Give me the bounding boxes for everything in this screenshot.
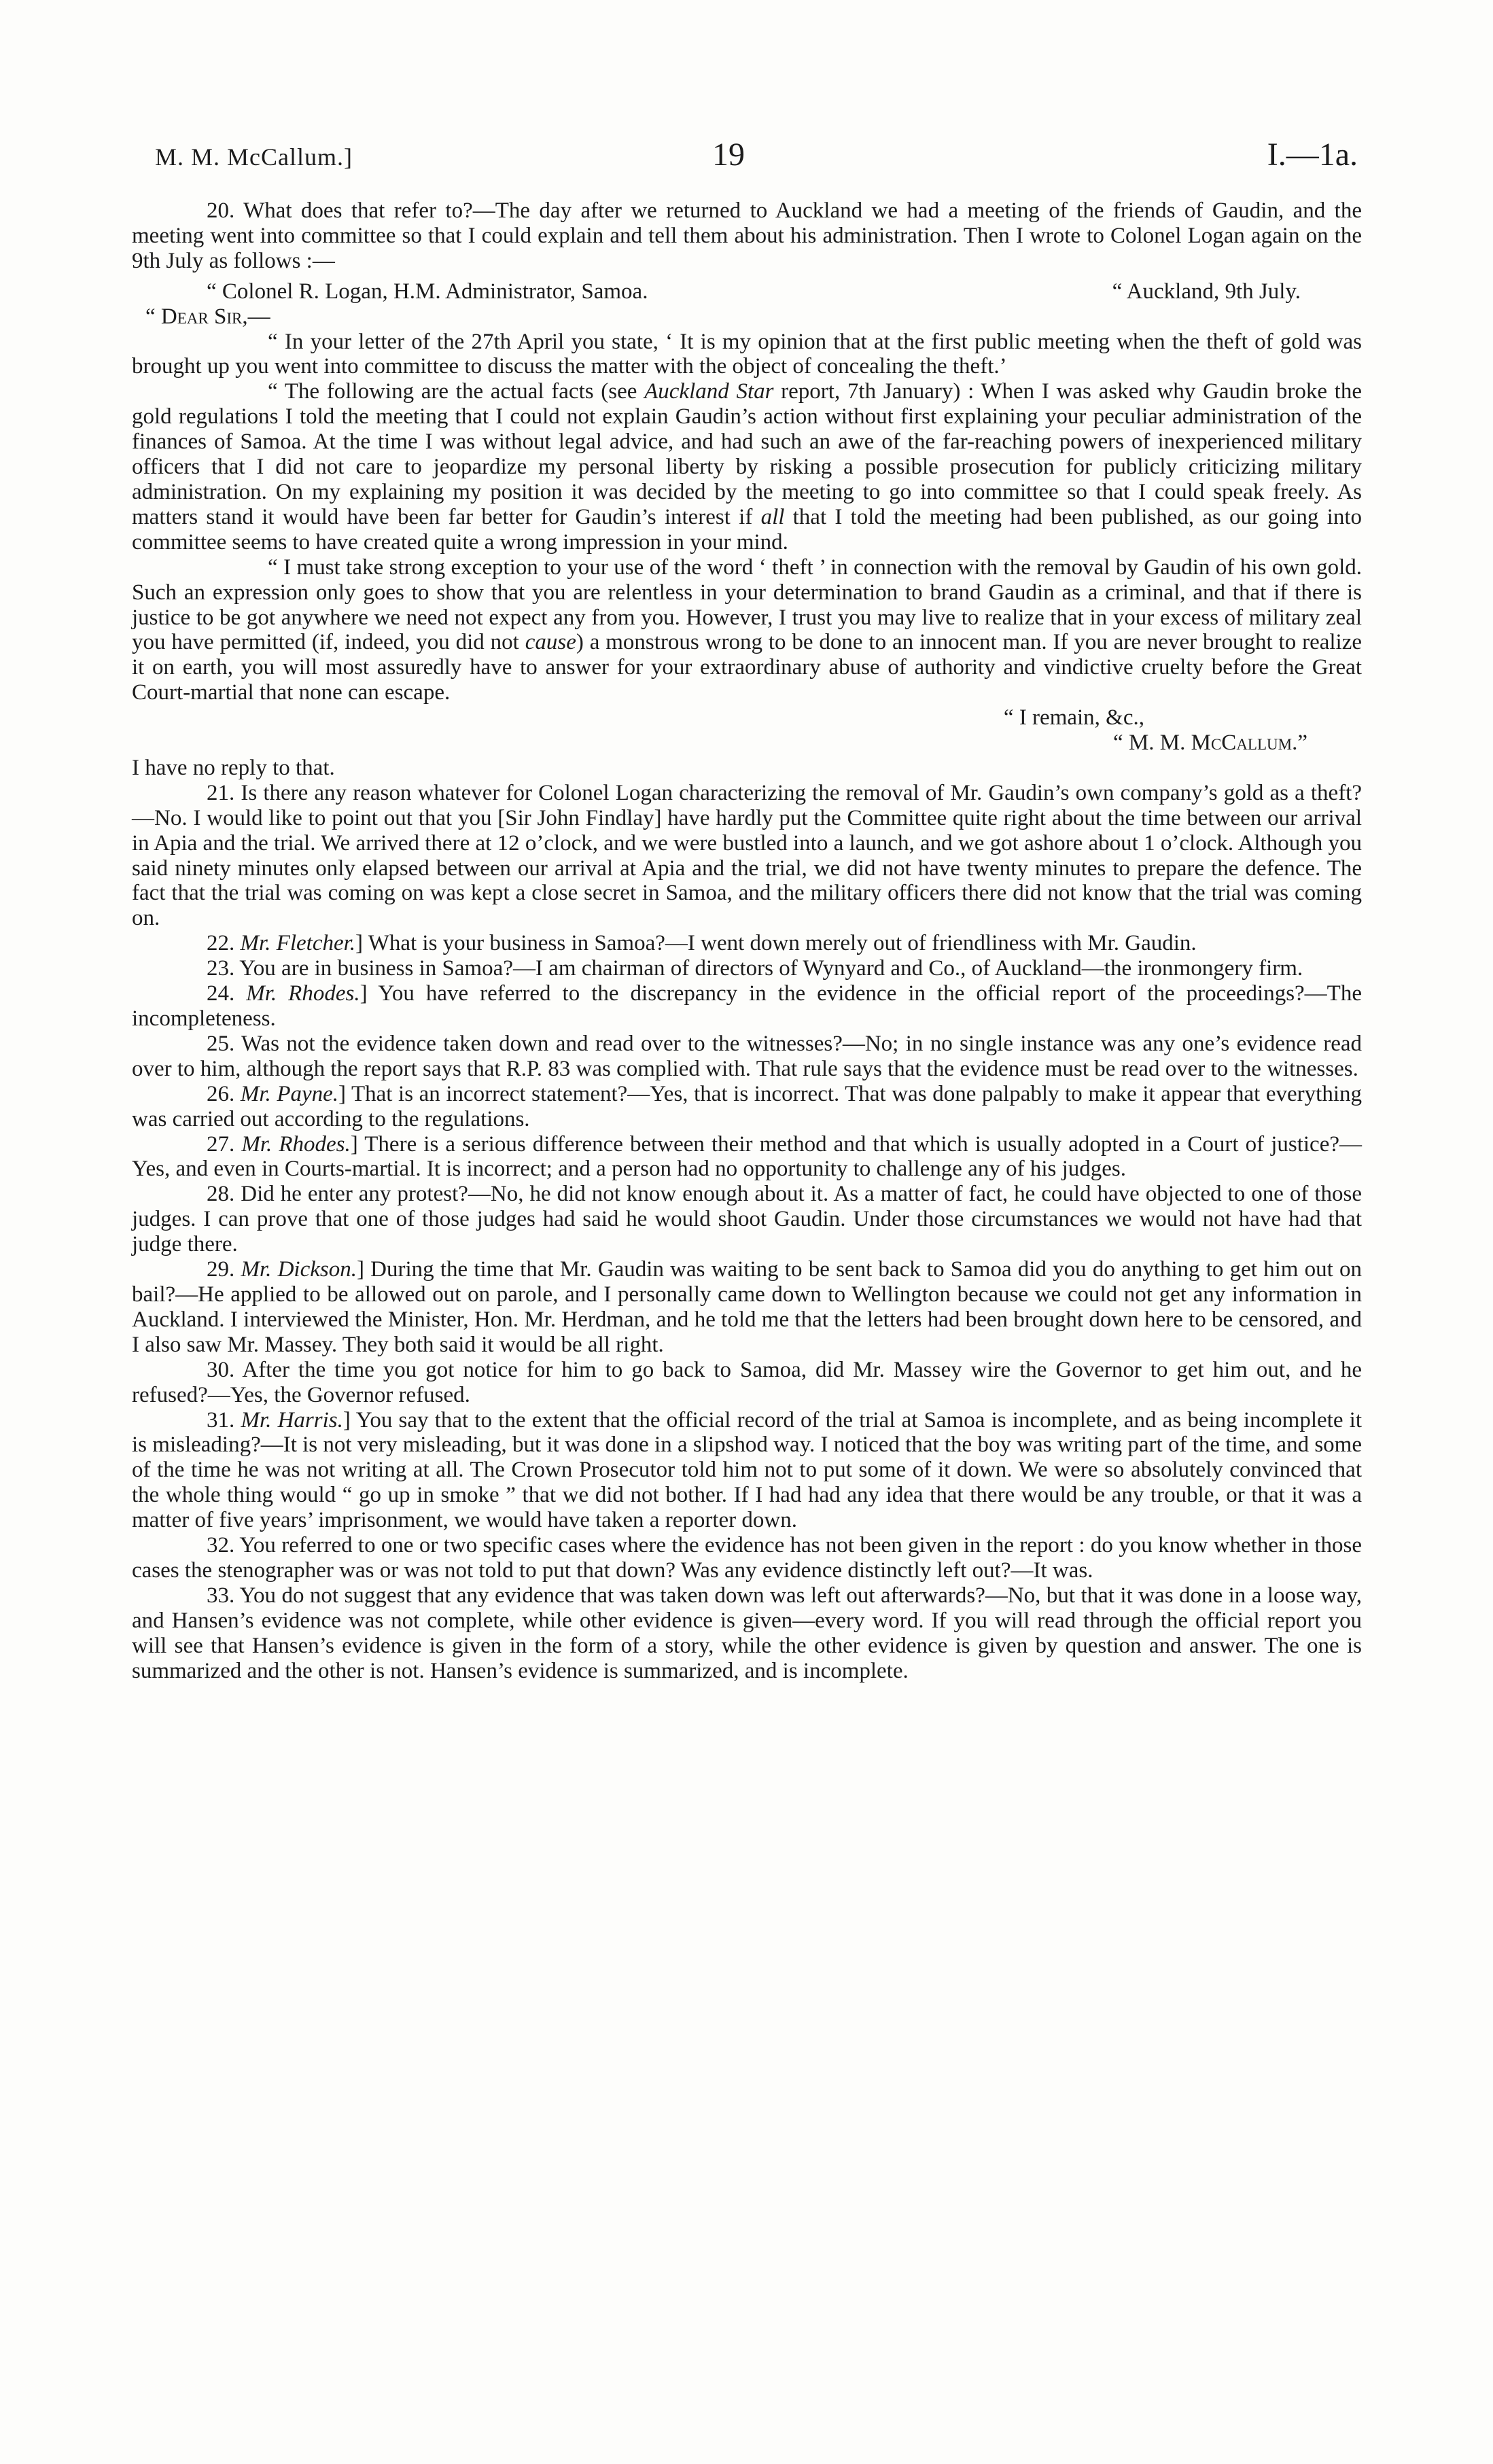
letter-addressee: “ Colonel R. Logan, H.M. Administrator, Samoa. (207, 279, 648, 304)
letter-paragraph-3 (132, 555, 1362, 705)
speaker-name: Mr. Fletcher. (240, 931, 356, 956)
paragraph-q22 (132, 931, 1362, 956)
paragraph-q31 (132, 1408, 1362, 1534)
letter-p2-text-a: “ The following are the actual facts (see (268, 379, 645, 404)
witness-name-header: M. M. McCallum.] (155, 143, 353, 171)
paragraph-q20: 20. What does that refer to?—The day after we returned to Auckland we had a meeting of the friends of Gaudin, and the meeting went into committee so that I could explain and tell them about his administration. Then I wrote to Colonel Logan again on the 9th July as follows :— (132, 198, 1362, 273)
question-number: 29. (207, 1257, 235, 1282)
question-text: ] There is a serious difference between their method and that which is usually adopted in a Court of justice?—Yes, and even in Courts-martial. It is incorrect; and a person had no opportunity to challenge any of his judges. (132, 1131, 1362, 1182)
question-number: 24. (207, 981, 235, 1006)
letter-block (132, 279, 1362, 756)
question-text: ] What is your business in Samoa?—I went down merely out of friendliness with Mr. Gaudin. (355, 931, 1197, 956)
letter-p2-text-c: that I told the meeting had been published, as our going into committee seems to have created quite a wrong impression in your mind. (132, 504, 1362, 555)
speaker-name: Mr. Rhodes. (246, 981, 360, 1006)
newspaper-title: Auckland Star (644, 379, 774, 404)
question-text: ] During the time that Mr. Gaudin was waiting to be sent back to Samoa did you do anything to get him out on bail?—He applied to be allowed out on parole, and I personally came down to Wellington because we could not get any information in Auckland. I interviewed the Minister, Hon. Mr. Herdman, and he told me that the letters had been brought down here to be censored, and I also saw Mr. Massey. They both said it would be all right. (132, 1257, 1363, 1357)
question-number: 22. (207, 931, 235, 956)
paragraph-q30: 30. After the time you got notice for him to go back to Samoa, did Mr. Massey wire the Governor to get him out, and he refused?—Yes, the Governor refused. (132, 1357, 1362, 1407)
question-number: 27. (207, 1131, 235, 1157)
letter-paragraph-1: “ In your letter of the 27th April you state, ‘ It is my opinion that at the first public meeting when the theft of gold was brought up you went into committee to discuss the matter with the object of concealing the theft.’ (132, 329, 1362, 379)
paragraph-q25: 25. Was not the evidence taken down and read over to the witnesses?—No; in no single instance was any one’s evidence read over to him, although the report says that R.P. 83 was complied with. That rule says that the evidence must be read over to the witnesses. (132, 1031, 1362, 1081)
letter-heading (132, 279, 1362, 304)
paragraph-q33: 33. You do not suggest that any evidence that was taken down was left out afterwards?—No, but that it was done in a loose way, and Hansen’s evidence was not complete, while other evidence is given—every word. If you will read through the official report you will see that Hansen’s evidence is given in the form of a story, while the other evidence is given by question and answer. The one is summarized and the other is not. Hansen’s evidence is summarized, and is incomplete. (132, 1583, 1362, 1683)
letter-p3-text-b: ) a monstrous wrong to be done to an innocent man. If you are never brought to realize it on earth, you will most assuredly have to answer for your extraordinary abuse of authority and vindictive cruelty before the Great Court-martial that none can escape. (132, 630, 1362, 705)
page-number: 19 (712, 137, 745, 173)
question-number: 31. (207, 1407, 235, 1432)
emphasis-all: all (760, 504, 785, 529)
speaker-name: Mr. Harris. (241, 1407, 343, 1432)
letter-place-date: “ Auckland, 9th July. (1112, 279, 1301, 304)
document-body (132, 198, 1362, 1683)
letter-p3-text-a: “ I must take strong exception to your use of the word ‘ theft ’ in connection with the removal by Gaudin of his own gold. Such an expression only goes to show that you are relentless in your determination to brand Gaudin as a criminal, and that if there is justice to be got anywhere we need not expect any from you. However, I trust you may live to realize that in your excess of military zeal you have permitted (if, indeed, you did not (132, 555, 1362, 655)
question-number: 26. (207, 1081, 235, 1106)
paragraph-q26 (132, 1082, 1362, 1132)
letter-salutation: “ Dear Sir,— (145, 304, 270, 329)
letter-closing: “ I remain, &c., (1003, 705, 1144, 731)
paper-reference: I.—1a. (1267, 137, 1358, 173)
paragraph-q21: 21. Is there any reason whatever for Colonel Logan characterizing the removal of Mr. Gaudin’s own company’s gold as a theft?—No. I would like to point out that you [Sir John Findlay] have hardly put the Committee quite right about the time between our arrival in Apia and the trial. We arrived there at 12 o’clock, and we were bustled into a launch, and we got ashore about 1 o’clock. Although you said ninety minutes only elapsed between our arrival at Apia and the trial, we did not have twenty minutes to prepare the defence. The fact that the trial was coming on was kept a close secret in Samoa, and the military officers there did not know that the trial was coming on. (132, 780, 1362, 931)
letter-paragraph-2 (132, 379, 1362, 555)
question-text: ] You have referred to the discrepancy in the evidence in the official report of the proceedings?—The incompleteness. (132, 981, 1362, 1031)
speaker-name: Mr. Payne. (240, 1081, 339, 1106)
paragraph-q23: 23. You are in business in Samoa?—I am chairman of directors of Wynyard and Co., of Auckland—the ironmongery firm. (207, 956, 1303, 981)
letter-signature: “ M. M. McCallum.” (1113, 731, 1307, 756)
speaker-name: Mr. Rhodes. (241, 1131, 351, 1157)
paragraph-q27 (132, 1132, 1362, 1182)
paragraph-q29 (132, 1257, 1362, 1358)
paragraph-no-reply: I have no reply to that. (132, 755, 335, 780)
letter-p2-text-b: report, 7th January) : When I was asked why Gaudin broke the gold regulations I told the meeting that I could not explain Gaudin’s action without first explaining your peculiar administration of the finances of Samoa. At the time I was without legal advice, and had such an awe of the far-reaching powers of inexperienced military officers that I did not care to jeopardize my personal liberty by risking a possible prosecution for publicly criticizing military administration. On my explaining my position it was decided by the meeting to go into committee so that I could speak freely. As matters stand it would have been far better for Gaudin’s interest if (132, 379, 1362, 529)
paragraph-q24 (132, 981, 1362, 1032)
paragraph-q32: 32. You referred to one or two specific cases where the evidence has not been given in the report : do you know whether in those cases the stenographer was or was not told to put that down? Was any evidence distinctly left out?—It was. (132, 1533, 1362, 1583)
emphasis-cause: cause (525, 630, 576, 655)
question-text: ] That is an incorrect statement?—Yes, that is incorrect. That was done palpably to make it appear that everything was carried out according to the regulations. (132, 1081, 1362, 1131)
page-header (155, 133, 1358, 181)
paragraph-q28: 28. Did he enter any protest?—No, he did not know enough about it. As a matter of fact, he could have objected to one of those judges. I can prove that one of those judges had said he would shoot Gaudin. Under those circumstances we would not have had that judge there. (132, 1182, 1362, 1257)
question-text: ] You say that to the extent that the official record of the trial at Samoa is incomplete, and as being incomplete it is misleading?—It is not very misleading, but it was done in a slipshod way. I noticed that the boy was writing part of the time, and some of the time he was not writing at all. The Crown Prosecutor told him not to put some of it down. We were so absolutely convinced that the whole thing would “ go up in smoke ” that we did not bother. If I had had any idea that there would be any trouble, or that it was a matter of five years’ imprisonment, we would have taken a reporter down. (132, 1407, 1363, 1533)
speaker-name: Mr. Dickson. (241, 1257, 357, 1282)
